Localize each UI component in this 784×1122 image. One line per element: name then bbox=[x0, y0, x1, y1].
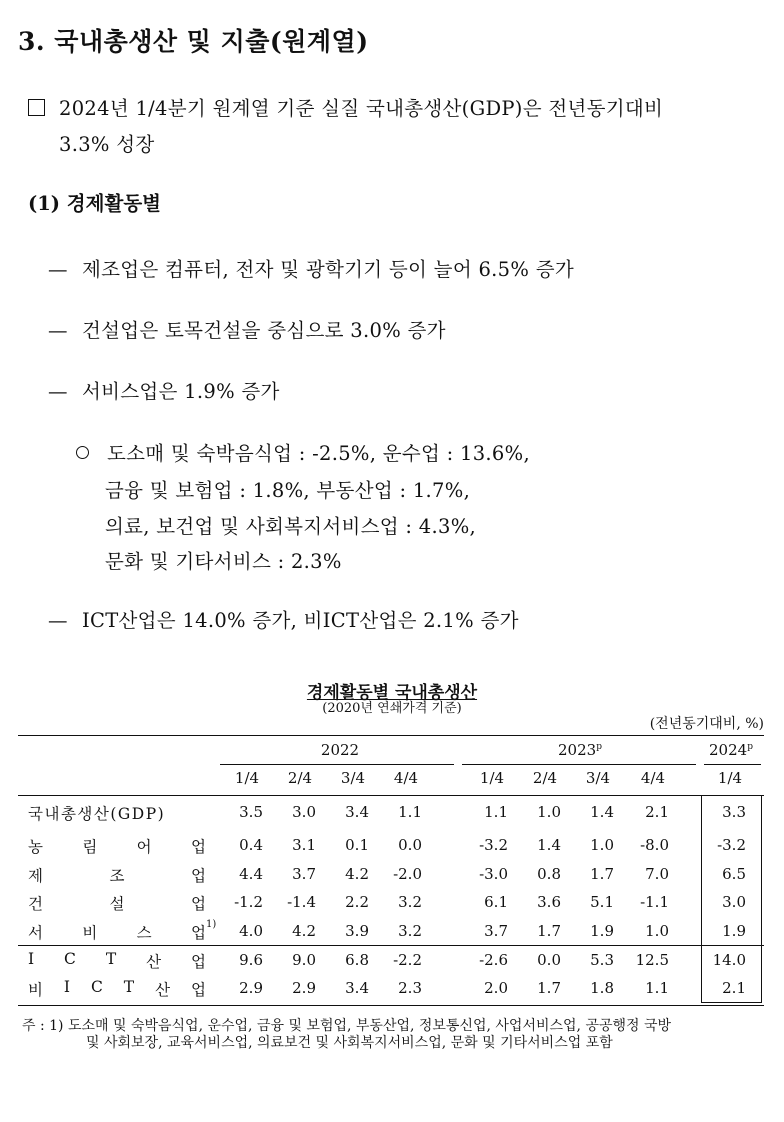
table-cell: 1.7 bbox=[537, 922, 561, 940]
year-2022 bbox=[310, 741, 370, 759]
quarter-header: 3/4 bbox=[340, 769, 366, 787]
dash-icon: — bbox=[48, 380, 68, 403]
label-char: 업 bbox=[190, 838, 206, 856]
year-2024-rule bbox=[704, 764, 761, 765]
table-cell: 4.2 bbox=[345, 865, 369, 883]
label-char: I bbox=[28, 950, 35, 968]
quarter-header: 2/4 bbox=[287, 769, 313, 787]
table-cell: 2.0 bbox=[484, 979, 508, 997]
table-cell: 12.5 bbox=[635, 951, 669, 969]
row-label bbox=[28, 919, 217, 943]
table-cell: 1.7 bbox=[590, 865, 614, 883]
table-cell: 1.1 bbox=[645, 979, 669, 997]
service-detail-4: 문화 및 기타서비스 : 2.3% bbox=[105, 550, 342, 573]
table-cell: 4.4 bbox=[239, 865, 263, 883]
table-cell: -2.0 bbox=[393, 865, 422, 883]
label-char: 업 bbox=[191, 895, 206, 913]
bullet-services bbox=[48, 376, 280, 404]
label-char: 산 bbox=[155, 981, 171, 999]
table-cell: 1.4 bbox=[537, 836, 561, 854]
table-subtitle: (2020년 연쇄가격 기준) bbox=[322, 701, 462, 716]
table-cell: 1.1 bbox=[484, 803, 508, 821]
table-cell: 3.7 bbox=[292, 865, 316, 883]
table-cell: 0.0 bbox=[398, 836, 422, 854]
table-cell: 3.1 bbox=[292, 836, 316, 854]
table-title: 경제활동별 국내총생산 bbox=[306, 683, 478, 703]
summary-line-2: 3.3% 성장 bbox=[59, 133, 155, 156]
header-bottom-rule bbox=[18, 795, 764, 796]
table-cell: 3.9 bbox=[345, 922, 369, 940]
dash-icon: — bbox=[48, 609, 68, 632]
label-char: 업 bbox=[191, 953, 206, 971]
year-2023 bbox=[550, 741, 610, 759]
row-label bbox=[28, 950, 208, 972]
year-text: 2024 bbox=[709, 741, 748, 759]
label-char: I bbox=[63, 978, 71, 996]
table-cell: 3.7 bbox=[484, 922, 508, 940]
bullet-text: ICT산업은 14.0% 증가, 비ICT산업은 2.1% 증가 bbox=[82, 609, 519, 632]
table-cell: 1.0 bbox=[590, 836, 614, 854]
quarter-header: 1/4 bbox=[479, 769, 505, 787]
table-cell: 3.0 bbox=[722, 893, 746, 911]
table-cell: 6.8 bbox=[345, 951, 369, 969]
table-top-rule bbox=[18, 735, 764, 736]
table-cell: 2.3 bbox=[398, 979, 422, 997]
quarter-header: 1/4 bbox=[234, 769, 260, 787]
row-label-text bbox=[28, 835, 206, 857]
table-cell: 3.4 bbox=[345, 979, 369, 997]
summary-line-1 bbox=[28, 93, 663, 121]
table-cell: -3.0 bbox=[479, 865, 508, 883]
label-char: 농 bbox=[28, 838, 43, 856]
prelim-mark: p bbox=[596, 742, 602, 752]
box-bottom-border bbox=[701, 1002, 761, 1003]
year-text: 2022 bbox=[320, 741, 360, 759]
table-cell: 4.0 bbox=[239, 922, 263, 940]
label-char: T bbox=[123, 978, 135, 996]
table-unit: (전년동기대비, %) bbox=[649, 716, 764, 732]
table-cell: 3.2 bbox=[398, 922, 422, 940]
table-cell: 2.1 bbox=[645, 803, 669, 821]
year-2024 bbox=[701, 741, 761, 759]
dash-icon: — bbox=[48, 258, 68, 281]
footnote-line-2: 및 사회보장, 교육서비스업, 의료보건 및 사회복지서비스업, 문화 및 기타서비스업 포함 bbox=[86, 1035, 613, 1051]
label-char: 설 bbox=[109, 895, 125, 913]
quarter-header: 4/4 bbox=[393, 769, 419, 787]
table-cell: 3.0 bbox=[292, 803, 316, 821]
table-cell: 5.3 bbox=[590, 951, 614, 969]
label-char: C bbox=[64, 950, 76, 968]
label-char: 비 bbox=[28, 981, 43, 999]
ict-divider-rule bbox=[18, 945, 764, 946]
quarter-header: 1/4 bbox=[717, 769, 743, 787]
label-char: 제 bbox=[28, 867, 43, 885]
table-cell: 2.2 bbox=[345, 893, 369, 911]
label-char: 건 bbox=[28, 895, 43, 913]
row-label bbox=[28, 864, 208, 886]
table-cell: 1.8 bbox=[590, 979, 614, 997]
service-detail-1 bbox=[76, 438, 530, 466]
table-cell: 14.0 bbox=[712, 951, 746, 969]
table-cell: -1.4 bbox=[287, 893, 316, 911]
box-left-border bbox=[701, 795, 702, 1003]
table-cell: -2.2 bbox=[393, 951, 422, 969]
table-cell: 1.4 bbox=[590, 803, 614, 821]
table-cell: 0.0 bbox=[537, 951, 561, 969]
table-cell: 1.1 bbox=[398, 803, 422, 821]
year-2022-rule bbox=[220, 764, 454, 765]
table-cell: 3.6 bbox=[537, 893, 561, 911]
label-char: 업 bbox=[190, 924, 206, 942]
label-char: 스 bbox=[136, 924, 152, 942]
label-char: 산 bbox=[146, 953, 162, 971]
row-label-text bbox=[28, 950, 206, 972]
label-char: 림 bbox=[82, 838, 98, 856]
row-label bbox=[28, 892, 208, 914]
row-label-text bbox=[28, 978, 206, 1000]
summary-text-1: 2024년 1/4분기 원계열 기준 실질 국내총생산(GDP)은 전년동기대비 bbox=[59, 97, 664, 120]
table-cell: -3.2 bbox=[717, 836, 746, 854]
table-cell: 9.6 bbox=[239, 951, 263, 969]
table-cell: -3.2 bbox=[479, 836, 508, 854]
year-2023-rule bbox=[462, 764, 696, 765]
quarter-header: 4/4 bbox=[640, 769, 666, 787]
table-bottom-rule bbox=[18, 1005, 764, 1006]
label-char: 조 bbox=[109, 867, 125, 885]
footnote-line-1: 주 : 1) 도소매 및 숙박음식업, 운수업, 금융 및 보험업, 부동산업, 정보통신업, 사업서비스업, 공공행정 국방 bbox=[22, 1018, 672, 1034]
table-cell: 5.1 bbox=[590, 893, 614, 911]
table-cell: 3.3 bbox=[722, 803, 746, 821]
row-label-text bbox=[28, 864, 206, 886]
table-cell: 6.5 bbox=[722, 865, 746, 883]
table-cell: 3.5 bbox=[239, 803, 263, 821]
bullet-construction bbox=[48, 315, 446, 343]
label-char: C bbox=[90, 978, 103, 996]
table-cell: 2.9 bbox=[239, 979, 263, 997]
page-heading: 3. 국내총생산 및 지출(원계열) bbox=[18, 27, 369, 56]
row-label bbox=[28, 835, 208, 857]
detail-text: 도소매 및 숙박음식업 : -2.5%, 운수업 : 13.6%, bbox=[107, 442, 530, 465]
table-cell: 2.1 bbox=[722, 979, 746, 997]
row-label: 국내총생산(GDP) bbox=[28, 805, 166, 823]
table-cell: 4.2 bbox=[292, 922, 316, 940]
quarter-header: 2/4 bbox=[532, 769, 558, 787]
circle-bullet-icon bbox=[76, 446, 89, 459]
year-text: 2023 bbox=[558, 741, 597, 759]
label-char: 업 bbox=[191, 867, 206, 885]
box-right-border bbox=[761, 795, 762, 1003]
footnote-marker: 1) bbox=[206, 919, 217, 930]
bullet-text: 제조업은 컴퓨터, 전자 및 광학기기 등이 늘어 6.5% 증가 bbox=[82, 258, 574, 281]
table-cell: 1.9 bbox=[722, 922, 746, 940]
table-cell: 3.2 bbox=[398, 893, 422, 911]
service-detail-2: 금융 및 보험업 : 1.8%, 부동산업 : 1.7%, bbox=[105, 479, 471, 502]
table-cell: 1.0 bbox=[645, 922, 669, 940]
table-cell: 1.0 bbox=[537, 803, 561, 821]
table-cell: 0.8 bbox=[537, 865, 561, 883]
bullet-text: 건설업은 토목건설을 중심으로 3.0% 증가 bbox=[82, 319, 446, 342]
row-label bbox=[28, 978, 208, 1000]
row-label-text bbox=[28, 921, 206, 943]
dash-icon: — bbox=[48, 319, 68, 342]
prelim-mark: p bbox=[747, 742, 753, 752]
bullet-ict bbox=[48, 605, 519, 633]
row-label-text bbox=[28, 892, 206, 914]
table-cell: 0.4 bbox=[239, 836, 263, 854]
table-cell: 2.9 bbox=[292, 979, 316, 997]
table-cell: -8.0 bbox=[640, 836, 669, 854]
quarter-header: 3/4 bbox=[585, 769, 611, 787]
label-char: 어 bbox=[136, 838, 152, 856]
table-cell: 1.9 bbox=[590, 922, 614, 940]
bullet-manufacturing bbox=[48, 254, 574, 282]
table-cell: 7.0 bbox=[645, 865, 669, 883]
label-char: 비 bbox=[82, 924, 98, 942]
table-cell: 6.1 bbox=[484, 893, 508, 911]
table-cell: 1.7 bbox=[537, 979, 561, 997]
table-cell: -1.1 bbox=[640, 893, 669, 911]
table-cell: 3.4 bbox=[345, 803, 369, 821]
bullet-text: 서비스업은 1.9% 증가 bbox=[82, 380, 280, 403]
label-char: T bbox=[105, 950, 117, 968]
table-cell: -2.6 bbox=[479, 951, 508, 969]
table-cell: 9.0 bbox=[292, 951, 316, 969]
square-bullet-icon bbox=[28, 99, 45, 116]
label-char: 서 bbox=[28, 924, 43, 942]
section-heading: (1) 경제활동별 bbox=[28, 192, 161, 215]
service-detail-3: 의료, 보건업 및 사회복지서비스업 : 4.3%, bbox=[105, 515, 477, 538]
table-cell: -1.2 bbox=[234, 893, 263, 911]
table-cell: 0.1 bbox=[345, 836, 369, 854]
label-char: 업 bbox=[191, 981, 206, 999]
